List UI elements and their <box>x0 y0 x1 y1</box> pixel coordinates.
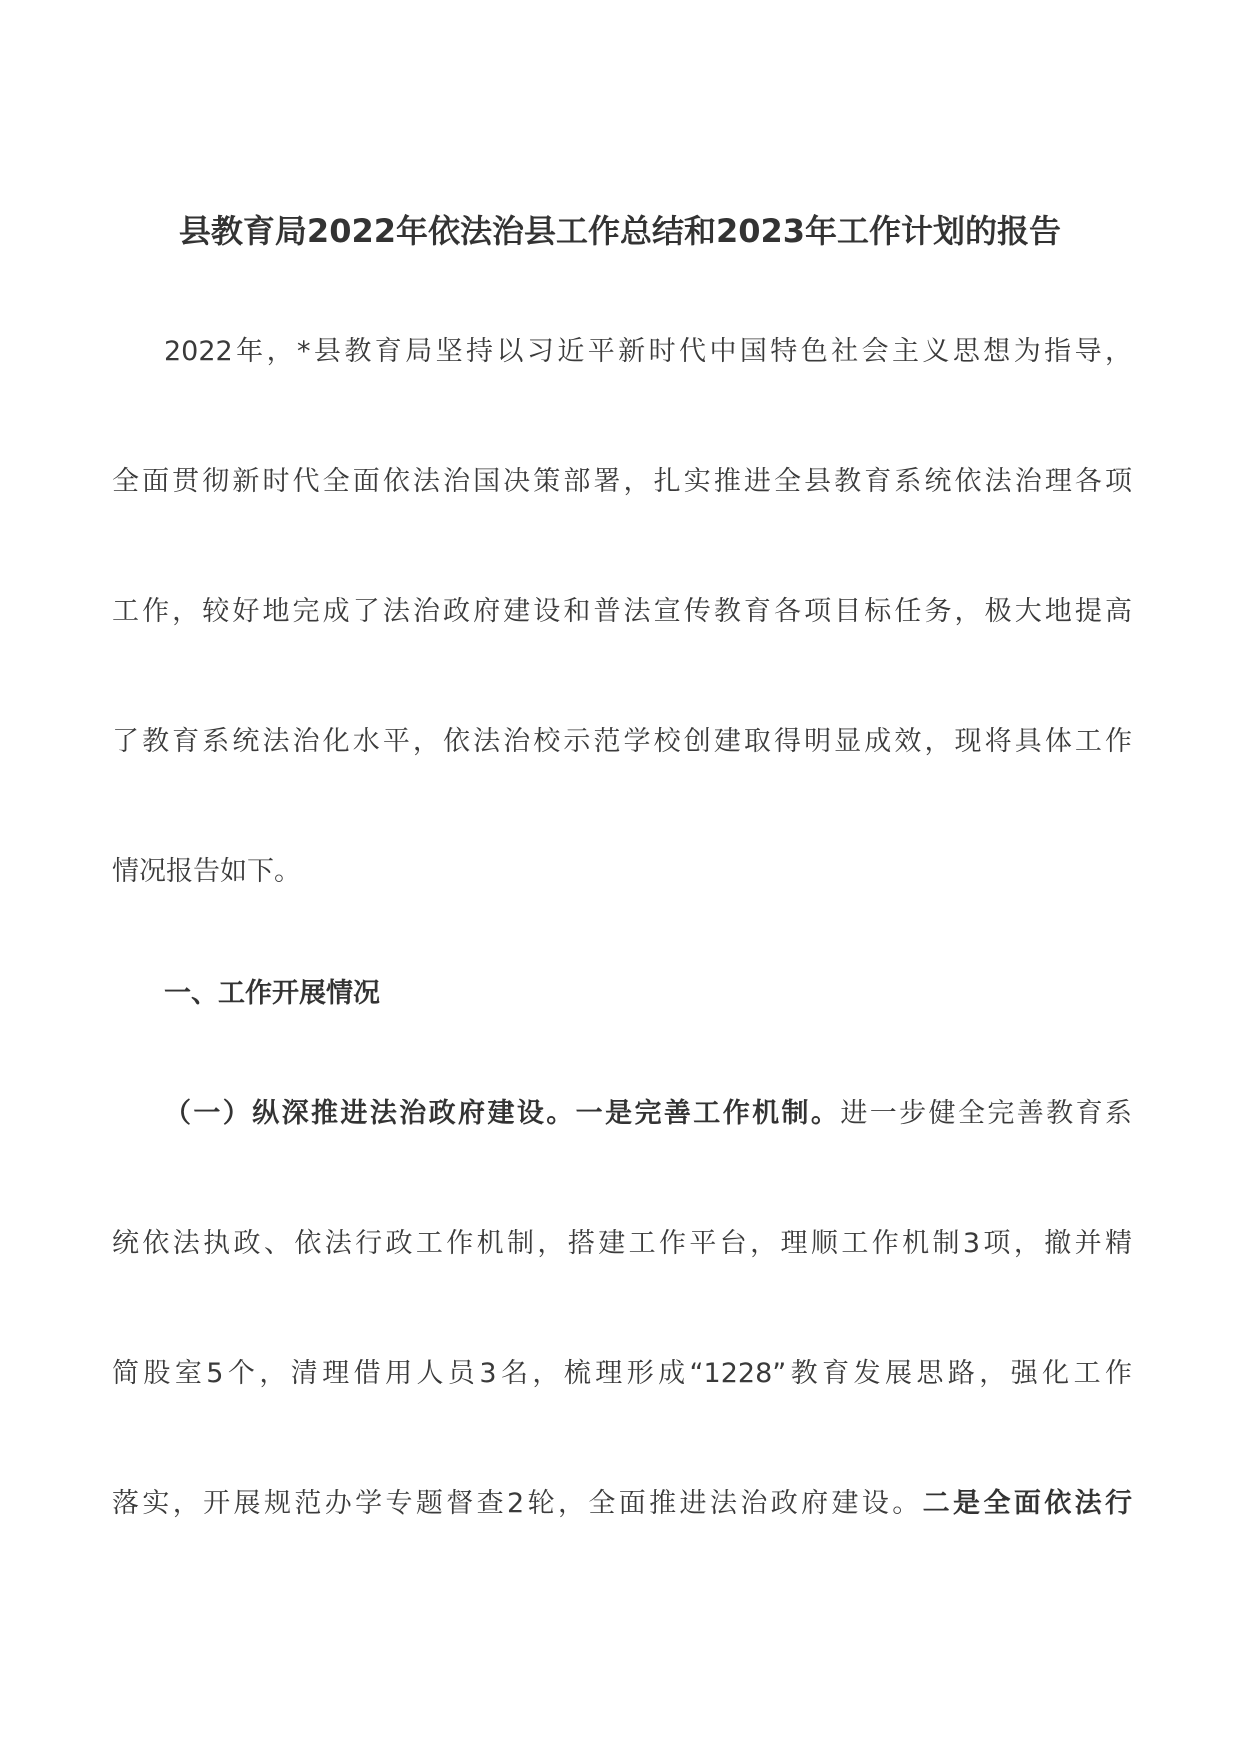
subsection-last-regular: 落实，开展规范办学专题督查2轮，全面推进法治政府建设。 <box>112 1488 923 1519</box>
subsection-line-2: 统依法执政、依法行政工作机制，搭建工作平台，理顺工作机制3项，撤并精 <box>112 1228 1132 1259</box>
subsection-lead-rest: 进一步健全完善教育系 <box>840 1098 1132 1129</box>
subsection-line-3: 简股室5个，清理借用人员3名，梳理形成“1228”教育发展思路，强化工作 <box>112 1358 1132 1389</box>
intro-line-1: 2022年，*县教育局坚持以习近平新时代中国特色社会主义思想为指导， <box>164 336 1132 367</box>
subsection-lead-bold: （一）纵深推进法治政府建设。一是完善工作机制。 <box>164 1098 841 1129</box>
subsection-line-4 <box>112 1484 1132 1524</box>
section-heading: 一、工作开展情况 <box>164 978 380 1009</box>
intro-line-3: 工作，较好地完成了法治政府建设和普法宣传教育各项目标任务，极大地提高 <box>112 596 1132 627</box>
document-title: 县教育局2022年依法治县工作总结和2023年工作计划的报告 <box>178 212 1062 250</box>
intro-line-2: 全面贯彻新时代全面依法治国决策部署，扎实推进全县教育系统依法治理各项 <box>112 466 1132 497</box>
subsection-last-bold: 二是全面依法行 <box>922 1488 1133 1519</box>
intro-line-5: 情况报告如下。 <box>112 856 301 887</box>
intro-line-4: 了教育系统法治化水平，依法治校示范学校创建取得明显成效，现将具体工作 <box>112 726 1132 757</box>
subsection-line-1 <box>164 1094 1132 1134</box>
